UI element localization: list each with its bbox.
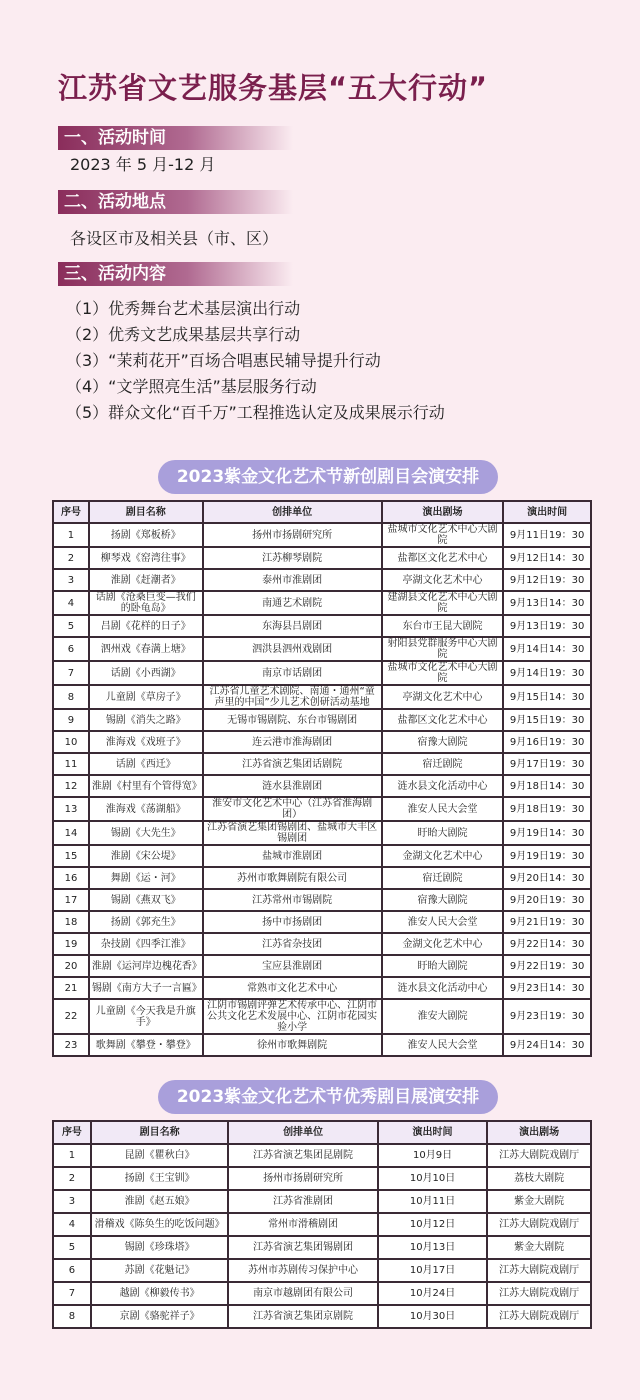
table-cell: 9月22日19：30	[503, 955, 591, 977]
table-cell: 盱眙大剧院	[382, 821, 503, 845]
table-cell: 9月21日19：30	[503, 911, 591, 933]
table-cell: 紫金大剧院	[487, 1190, 591, 1213]
table-cell: 10月9日	[378, 1144, 488, 1167]
table-cell: 徐州市歌舞剧院	[203, 1034, 382, 1056]
table-cell: 3	[53, 569, 89, 591]
column-header: 演出时间	[503, 501, 591, 523]
table-cell: 江苏省演艺集团锡剧团	[228, 1236, 377, 1259]
table-cell: 8	[53, 1305, 91, 1328]
table-row	[53, 1167, 591, 1190]
table-cell: 9月23日19：30	[503, 999, 591, 1034]
table-cell: 泗州戏《春满上塘》	[89, 637, 203, 661]
table-cell: 南通艺术剧院	[203, 591, 382, 615]
table-row	[53, 999, 591, 1034]
table-cell: 江苏大剧院戏剧厅	[487, 1144, 591, 1167]
table-cell: 话剧《沧桑巨变—我们的卧龟岛》	[89, 591, 203, 615]
table-cell: 苏州市苏剧传习保护中心	[228, 1259, 377, 1282]
table-cell: 南京市话剧团	[203, 661, 382, 685]
table-cell: 扬剧《郭充生》	[89, 911, 203, 933]
table-cell: 江苏省杂技团	[203, 933, 382, 955]
table-cell: 10	[53, 731, 89, 753]
table-cell: 京剧《骆驼祥子》	[91, 1305, 228, 1328]
table-cell: 滑稽戏《陈奂生的吃饭问题》	[91, 1213, 228, 1236]
table-row	[53, 1213, 591, 1236]
table-cell: 17	[53, 889, 89, 911]
page-title: 江苏省文艺服务基层“五大行动”	[58, 71, 489, 105]
table-header-row	[53, 501, 591, 523]
table-cell: 连云港市淮海剧团	[203, 731, 382, 753]
table-cell: 射阳县党群服务中心大剧院	[382, 637, 503, 661]
table-cell: 江苏大剧院戏剧厅	[487, 1282, 591, 1305]
table-cell: 1	[53, 523, 89, 547]
table-cell: 泰州市淮剧团	[203, 569, 382, 591]
table-cell: 21	[53, 977, 89, 999]
table-cell: 柳琴戏《窑湾往事》	[89, 547, 203, 569]
table-cell: 10月12日	[378, 1213, 488, 1236]
table-row	[53, 797, 591, 821]
table-cell: 9月13日19：30	[503, 615, 591, 637]
list-item: （3）“茉莉花开”百场合唱惠民辅导提升行动	[66, 351, 381, 370]
table-row	[53, 1259, 591, 1282]
table-cell: 淮安市文化艺术中心（江苏省淮海剧团）	[203, 797, 382, 821]
table-cell: 8	[53, 685, 89, 709]
table-cell: 涟水县淮剧团	[203, 775, 382, 797]
section-text-place: 各设区市及相关县（市、区）	[70, 229, 279, 248]
table-row	[53, 1190, 591, 1213]
table-cell: 苏州市歌舞剧院有限公司	[203, 867, 382, 889]
table-row	[53, 955, 591, 977]
table-cell: 9月12日14：30	[503, 547, 591, 569]
list-item: （1）优秀舞台艺术基层演出行动	[66, 299, 301, 318]
column-header: 演出剧场	[487, 1121, 591, 1144]
table1-title: 2023紫金文化艺术节新创剧目会演安排	[158, 460, 498, 494]
table-cell: 10月10日	[378, 1167, 488, 1190]
table-cell: 9月14日19：30	[503, 661, 591, 685]
table-row	[53, 709, 591, 731]
list-item: （4）“文学照亮生活”基层服务行动	[66, 377, 317, 396]
table-cell: 7	[53, 1282, 91, 1305]
table-row	[53, 661, 591, 685]
table-row	[53, 821, 591, 845]
table-cell: 9月19日19：30	[503, 845, 591, 867]
table-row	[53, 591, 591, 615]
table-cell: 淮安人民大会堂	[382, 911, 503, 933]
table-cell: 荔枝大剧院	[487, 1167, 591, 1190]
table-cell: 宝应县淮剧团	[203, 955, 382, 977]
table-cell: 淮剧《赶潮者》	[89, 569, 203, 591]
table-row	[53, 523, 591, 547]
column-header: 序号	[53, 501, 89, 523]
table-cell: 9月23日14：30	[503, 977, 591, 999]
table-cell: 江苏省演艺集团京剧院	[228, 1305, 377, 1328]
table-cell: 2	[53, 1167, 91, 1190]
table-cell: 淮海戏《戏班子》	[89, 731, 203, 753]
table-cell: 吕剧《花样的日子》	[89, 615, 203, 637]
table-cell: 淮安大剧院	[382, 999, 503, 1034]
table-cell: 9月18日14：30	[503, 775, 591, 797]
table-cell: 22	[53, 999, 89, 1034]
table-cell: 5	[53, 615, 89, 637]
table-cell: 淮海戏《荡湖船》	[89, 797, 203, 821]
table-row	[53, 775, 591, 797]
table-row	[53, 547, 591, 569]
table-row	[53, 1236, 591, 1259]
table-row	[53, 911, 591, 933]
table-cell: 淮剧《村里有个管得宽》	[89, 775, 203, 797]
table-cell: 20	[53, 955, 89, 977]
table-row	[53, 615, 591, 637]
table-cell: 盐都区文化艺术中心	[382, 547, 503, 569]
table-cell: 锡剧《大先生》	[89, 821, 203, 845]
table-header-row	[53, 1121, 591, 1144]
table-cell: 19	[53, 933, 89, 955]
table-cell: 亭湖文化艺术中心	[382, 685, 503, 709]
list-item: （5）群众文化“百千万”工程推选认定及成果展示行动	[66, 403, 445, 422]
table-cell: 4	[53, 1213, 91, 1236]
table-cell: 江苏大剧院戏剧厅	[487, 1213, 591, 1236]
table-row	[53, 685, 591, 709]
table-cell: 金湖文化艺术中心	[382, 845, 503, 867]
table-cell: 涟水县文化活动中心	[382, 977, 503, 999]
table-cell: 建湖县文化艺术中心大剧院	[382, 591, 503, 615]
table-row	[53, 1305, 591, 1328]
schedule-table-new-plays	[52, 500, 592, 1057]
table-cell: 12	[53, 775, 89, 797]
table-cell: 淮剧《宋公堤》	[89, 845, 203, 867]
section-text-time: 2023 年 5 月-12 月	[70, 155, 216, 174]
table-cell: 1	[53, 1144, 91, 1167]
table-cell: 9月17日19：30	[503, 753, 591, 775]
table-cell: 23	[53, 1034, 89, 1056]
table-cell: 儿童剧《今天我是升旗手》	[89, 999, 203, 1034]
table-cell: 常熟市文化艺术中心	[203, 977, 382, 999]
table-cell: 昆剧《瞿秋白》	[91, 1144, 228, 1167]
table-row	[53, 637, 591, 661]
table-cell: 常州市滑稽剧团	[228, 1213, 377, 1236]
table-cell: 10月17日	[378, 1259, 488, 1282]
table-cell: 9月16日19：30	[503, 731, 591, 753]
table-row	[53, 867, 591, 889]
table-row	[53, 1144, 591, 1167]
column-header: 演出剧场	[382, 501, 503, 523]
table-cell: 越剧《柳毅传书》	[91, 1282, 228, 1305]
table-cell: 2	[53, 547, 89, 569]
table-cell: 9月24日14：30	[503, 1034, 591, 1056]
table-cell: 江苏常州市锡剧院	[203, 889, 382, 911]
table-cell: 15	[53, 845, 89, 867]
table-cell: 3	[53, 1190, 91, 1213]
table-cell: 18	[53, 911, 89, 933]
table-cell: 淮安人民大会堂	[382, 1034, 503, 1056]
section-heading-place: 二、活动地点	[58, 190, 293, 214]
table-row	[53, 1282, 591, 1305]
table-cell: 宿豫大剧院	[382, 889, 503, 911]
table-cell: 扬州市扬剧研究所	[203, 523, 382, 547]
table-cell: 宿迁剧院	[382, 867, 503, 889]
table-cell: 宿豫大剧院	[382, 731, 503, 753]
table-cell: 紫金大剧院	[487, 1236, 591, 1259]
table-cell: 泗洪县泗州戏剧团	[203, 637, 382, 661]
table-cell: 10月24日	[378, 1282, 488, 1305]
table-cell: 淮剧《运河岸边槐花香》	[89, 955, 203, 977]
table-row	[53, 1034, 591, 1056]
table-cell: 14	[53, 821, 89, 845]
table-cell: 锡剧《燕双飞》	[89, 889, 203, 911]
table-cell: 13	[53, 797, 89, 821]
table-cell: 9月12日19：30	[503, 569, 591, 591]
table-cell: 9	[53, 709, 89, 731]
table-cell: 9月13日14：30	[503, 591, 591, 615]
table-cell: 扬剧《郑板桥》	[89, 523, 203, 547]
table-cell: 淮剧《赵五娘》	[91, 1190, 228, 1213]
table-cell: 江苏省儿童艺术剧院、南通・通州“童声里的中国”少儿艺术创研活动基地	[203, 685, 382, 709]
table-cell: 南京市越剧团有限公司	[228, 1282, 377, 1305]
table-cell: 盐城市文化艺术中心大剧院	[382, 523, 503, 547]
table-row	[53, 569, 591, 591]
table-cell: 锡剧《珍珠塔》	[91, 1236, 228, 1259]
table-cell: 儿童剧《草房子》	[89, 685, 203, 709]
table-cell: 宿迁剧院	[382, 753, 503, 775]
table-cell: 9月19日14：30	[503, 821, 591, 845]
table-cell: 亭湖文化艺术中心	[382, 569, 503, 591]
table-cell: 苏剧《花魁记》	[91, 1259, 228, 1282]
table-cell: 4	[53, 591, 89, 615]
table-cell: 10月11日	[378, 1190, 488, 1213]
table-cell: 江阴市锡剧评弹艺术传承中心、江阴市公共文化艺术发展中心、江阴市花园实验小学	[203, 999, 382, 1034]
table-cell: 11	[53, 753, 89, 775]
table-cell: 扬州市扬剧研究所	[228, 1167, 377, 1190]
table-row	[53, 933, 591, 955]
table-cell: 话剧《西迁》	[89, 753, 203, 775]
column-header: 序号	[53, 1121, 91, 1144]
content-list	[66, 296, 445, 426]
section-heading-time: 一、活动时间	[58, 126, 293, 150]
table-cell: 无锡市锡剧院、东台市锡剧团	[203, 709, 382, 731]
schedule-table-excellent-plays	[52, 1120, 592, 1329]
table-cell: 东台市王昆大剧院	[382, 615, 503, 637]
table-cell: 话剧《小西湖》	[89, 661, 203, 685]
table-row	[53, 731, 591, 753]
table-cell: 9月22日14：30	[503, 933, 591, 955]
section-heading-content: 三、活动内容	[58, 262, 293, 286]
table-cell: 江苏大剧院戏剧厅	[487, 1305, 591, 1328]
table-cell: 盐都区文化艺术中心	[382, 709, 503, 731]
table-row	[53, 889, 591, 911]
column-header: 演出时间	[378, 1121, 488, 1144]
table-cell: 9月15日14：30	[503, 685, 591, 709]
table-cell: 扬中市扬剧团	[203, 911, 382, 933]
table-cell: 杂技剧《四季江淮》	[89, 933, 203, 955]
table-cell: 6	[53, 637, 89, 661]
list-item: （2）优秀文艺成果基层共享行动	[66, 325, 301, 344]
table-cell: 10月30日	[378, 1305, 488, 1328]
table-cell: 盐城市淮剧团	[203, 845, 382, 867]
table-cell: 淮安人民大会堂	[382, 797, 503, 821]
column-header: 创排单位	[228, 1121, 377, 1144]
table-cell: 9月20日14：30	[503, 867, 591, 889]
table-cell: 5	[53, 1236, 91, 1259]
column-header: 剧目名称	[89, 501, 203, 523]
column-header: 创排单位	[203, 501, 382, 523]
table-cell: 16	[53, 867, 89, 889]
table-cell: 江苏省演艺集团话剧院	[203, 753, 382, 775]
table-cell: 10月13日	[378, 1236, 488, 1259]
table-cell: 7	[53, 661, 89, 685]
table2-title: 2023紫金文化艺术节优秀剧目展演安排	[158, 1080, 498, 1114]
table-cell: 9月18日19：30	[503, 797, 591, 821]
table-cell: 金湖文化艺术中心	[382, 933, 503, 955]
table-cell: 江苏大剧院戏剧厅	[487, 1259, 591, 1282]
table-cell: 盱眙大剧院	[382, 955, 503, 977]
table-cell: 江苏柳琴剧院	[203, 547, 382, 569]
table-cell: 9月11日19：30	[503, 523, 591, 547]
table-cell: 9月14日14：30	[503, 637, 591, 661]
table-cell: 6	[53, 1259, 91, 1282]
column-header: 剧目名称	[91, 1121, 228, 1144]
table-cell: 锡剧《南方大子一言匾》	[89, 977, 203, 999]
table-cell: 舞剧《运・河》	[89, 867, 203, 889]
table-cell: 江苏省淮剧团	[228, 1190, 377, 1213]
table-row	[53, 977, 591, 999]
table-cell: 扬剧《王宝钏》	[91, 1167, 228, 1190]
table-row	[53, 845, 591, 867]
table-cell: 东海县吕剧团	[203, 615, 382, 637]
table-cell: 涟水县文化活动中心	[382, 775, 503, 797]
table-cell: 江苏省演艺集团昆剧院	[228, 1144, 377, 1167]
table-cell: 江苏省演艺集团锡剧团、盐城市大丰区锡剧团	[203, 821, 382, 845]
table-cell: 盐城市文化艺术中心大剧院	[382, 661, 503, 685]
table-cell: 歌舞剧《攀登・攀登》	[89, 1034, 203, 1056]
table-row	[53, 753, 591, 775]
table-cell: 锡剧《消失之路》	[89, 709, 203, 731]
table-cell: 9月15日19：30	[503, 709, 591, 731]
table-cell: 9月20日19：30	[503, 889, 591, 911]
